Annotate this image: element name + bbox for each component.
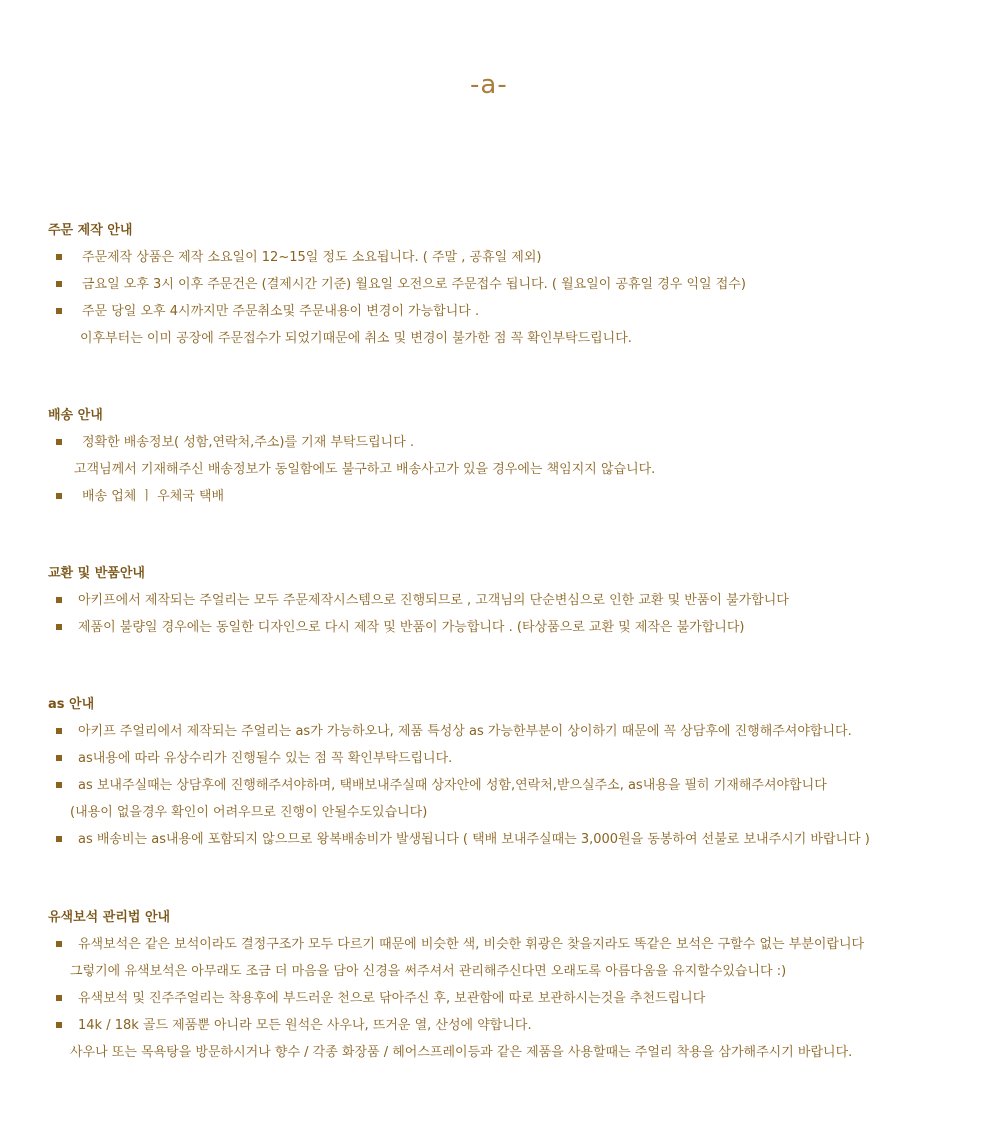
list-item: as 배송비는 as내용에 포함되지 않으므로 왕복배송비가 발생됩니다 ( 택배 보내주실때는 3,000원을 동봉하여 선불로 보내주시기 바랍니다 ) — [48, 826, 993, 853]
list-item: 금요일 오후 3시 이후 주문건은 (결제시간 기준) 월요일 오전으로 주문접수 됩니다. ( 월요일이 공휴일 경우 익일 접수) — [48, 271, 993, 298]
bullet-icon — [56, 782, 62, 788]
exchange-return-section — [48, 561, 993, 641]
list-item: 제품이 불량일 경우에는 동일한 디자인으로 다시 제작 및 반품이 가능합니다 . (타상품으로 교환 및 제작은 불가합니다) — [48, 614, 993, 641]
list-item: 주문제작 상품은 제작 소요일이 12~15일 정도 소요됩니다. ( 주말 , 공휴일 제외) — [48, 244, 993, 271]
bullet-icon — [56, 493, 62, 499]
bullet-icon — [56, 308, 62, 314]
gemstone-care-section — [48, 905, 993, 1066]
list-item-continuation: 이후부터는 이미 공장에 주문접수가 되었기때문에 취소 및 변경이 불가한 점 꼭 확인부탁드립니다. — [80, 331, 632, 346]
bullet-icon — [56, 624, 62, 630]
list-item-continuation: 그렇기에 유색보석은 아무래도 조금 더 마음을 담아 신경을 써주셔서 관리해주신다면 오래도록 아름다움을 유지할수있습니다 :) — [70, 964, 787, 979]
section-title: 교환 및 반품안내 — [48, 566, 145, 581]
section-title: 배송 안내 — [48, 408, 103, 423]
bullet-icon — [56, 439, 62, 445]
list-item: 유색보석은 같은 보석이라도 결정구조가 모두 다르기 때문에 비슷한 색, 비슷한 휘광은 찾을지라도 똑같은 보석은 구할수 없는 부분이랍니다 — [48, 931, 993, 958]
bullet-icon — [56, 755, 62, 761]
bullet-icon — [56, 728, 62, 734]
bullet-icon — [56, 254, 62, 260]
section-title: 유색보석 관리법 안내 — [48, 910, 171, 925]
list-item: 14k / 18k 골드 제품뿐 아니라 모든 원석은 사우나, 뜨거운 열, 산성에 약합니다. — [48, 1012, 993, 1039]
list-item-continuation: (내용이 없을경우 확인이 어려우므로 진행이 안될수도있습니다) — [70, 805, 428, 820]
section-title: 주문 제작 안내 — [48, 223, 133, 238]
as-section — [48, 692, 993, 853]
bullet-icon — [56, 597, 62, 603]
list-item: as내용에 따라 유상수리가 진행될수 있는 점 꼭 확인부탁드립니다. — [48, 745, 993, 772]
bullet-icon — [56, 281, 62, 287]
list-item-continuation: 고객님께서 기재해주신 배송정보가 동일함에도 불구하고 배송사고가 있을 경우에는 책임지지 않습니다. — [74, 462, 656, 477]
list-item: 아키프 주얼리에서 제작되는 주얼리는 as가 가능하오나, 제품 특성상 as 가능한부분이 상이하기 때문에 꼭 상담후에 진행해주셔야합니다. — [48, 718, 993, 745]
list-item: 아키프에서 제작되는 주얼리는 모두 주문제작시스템으로 진행되므로 , 고객님의 단순변심으로 인한 교환 및 반품이 불가합니다 — [48, 587, 993, 614]
bullet-icon — [56, 836, 62, 842]
shipping-section — [48, 403, 993, 510]
list-item: 유색보석 및 진주주얼리는 착용후에 부드러운 천으로 닦아주신 후, 보관함에 따로 보관하시는것을 추천드립니다 — [48, 985, 993, 1012]
list-item: 배송 업체 ㅣ 우체국 택배 — [48, 483, 993, 510]
bullet-icon — [56, 941, 62, 947]
list-item: as 보내주실때는 상담후에 진행해주셔야하며, 택배보내주실때 상자안에 성함,연락처,받으실주소, as내용을 필히 기재해주셔야합니다 — [48, 772, 993, 799]
list-item: 주문 당일 오후 4시까지만 주문취소및 주문내용이 변경이 가능합니다 . — [48, 298, 993, 325]
bullet-icon — [56, 1022, 62, 1028]
brand-logo: -a- — [470, 70, 508, 100]
list-item: 정확한 배송정보( 성함,연락처,주소)를 기재 부탁드립니다 . — [48, 429, 993, 456]
list-item-continuation: 사우나 또는 목욕탕을 방문하시거나 향수 / 각종 화장품 / 헤어스프레이등과 같은 제품을 사용할때는 주얼리 착용을 삼가해주시기 바랍니다. — [70, 1045, 853, 1060]
order-production-section — [48, 218, 993, 352]
bullet-icon — [56, 995, 62, 1001]
section-title: as 안내 — [48, 697, 95, 712]
